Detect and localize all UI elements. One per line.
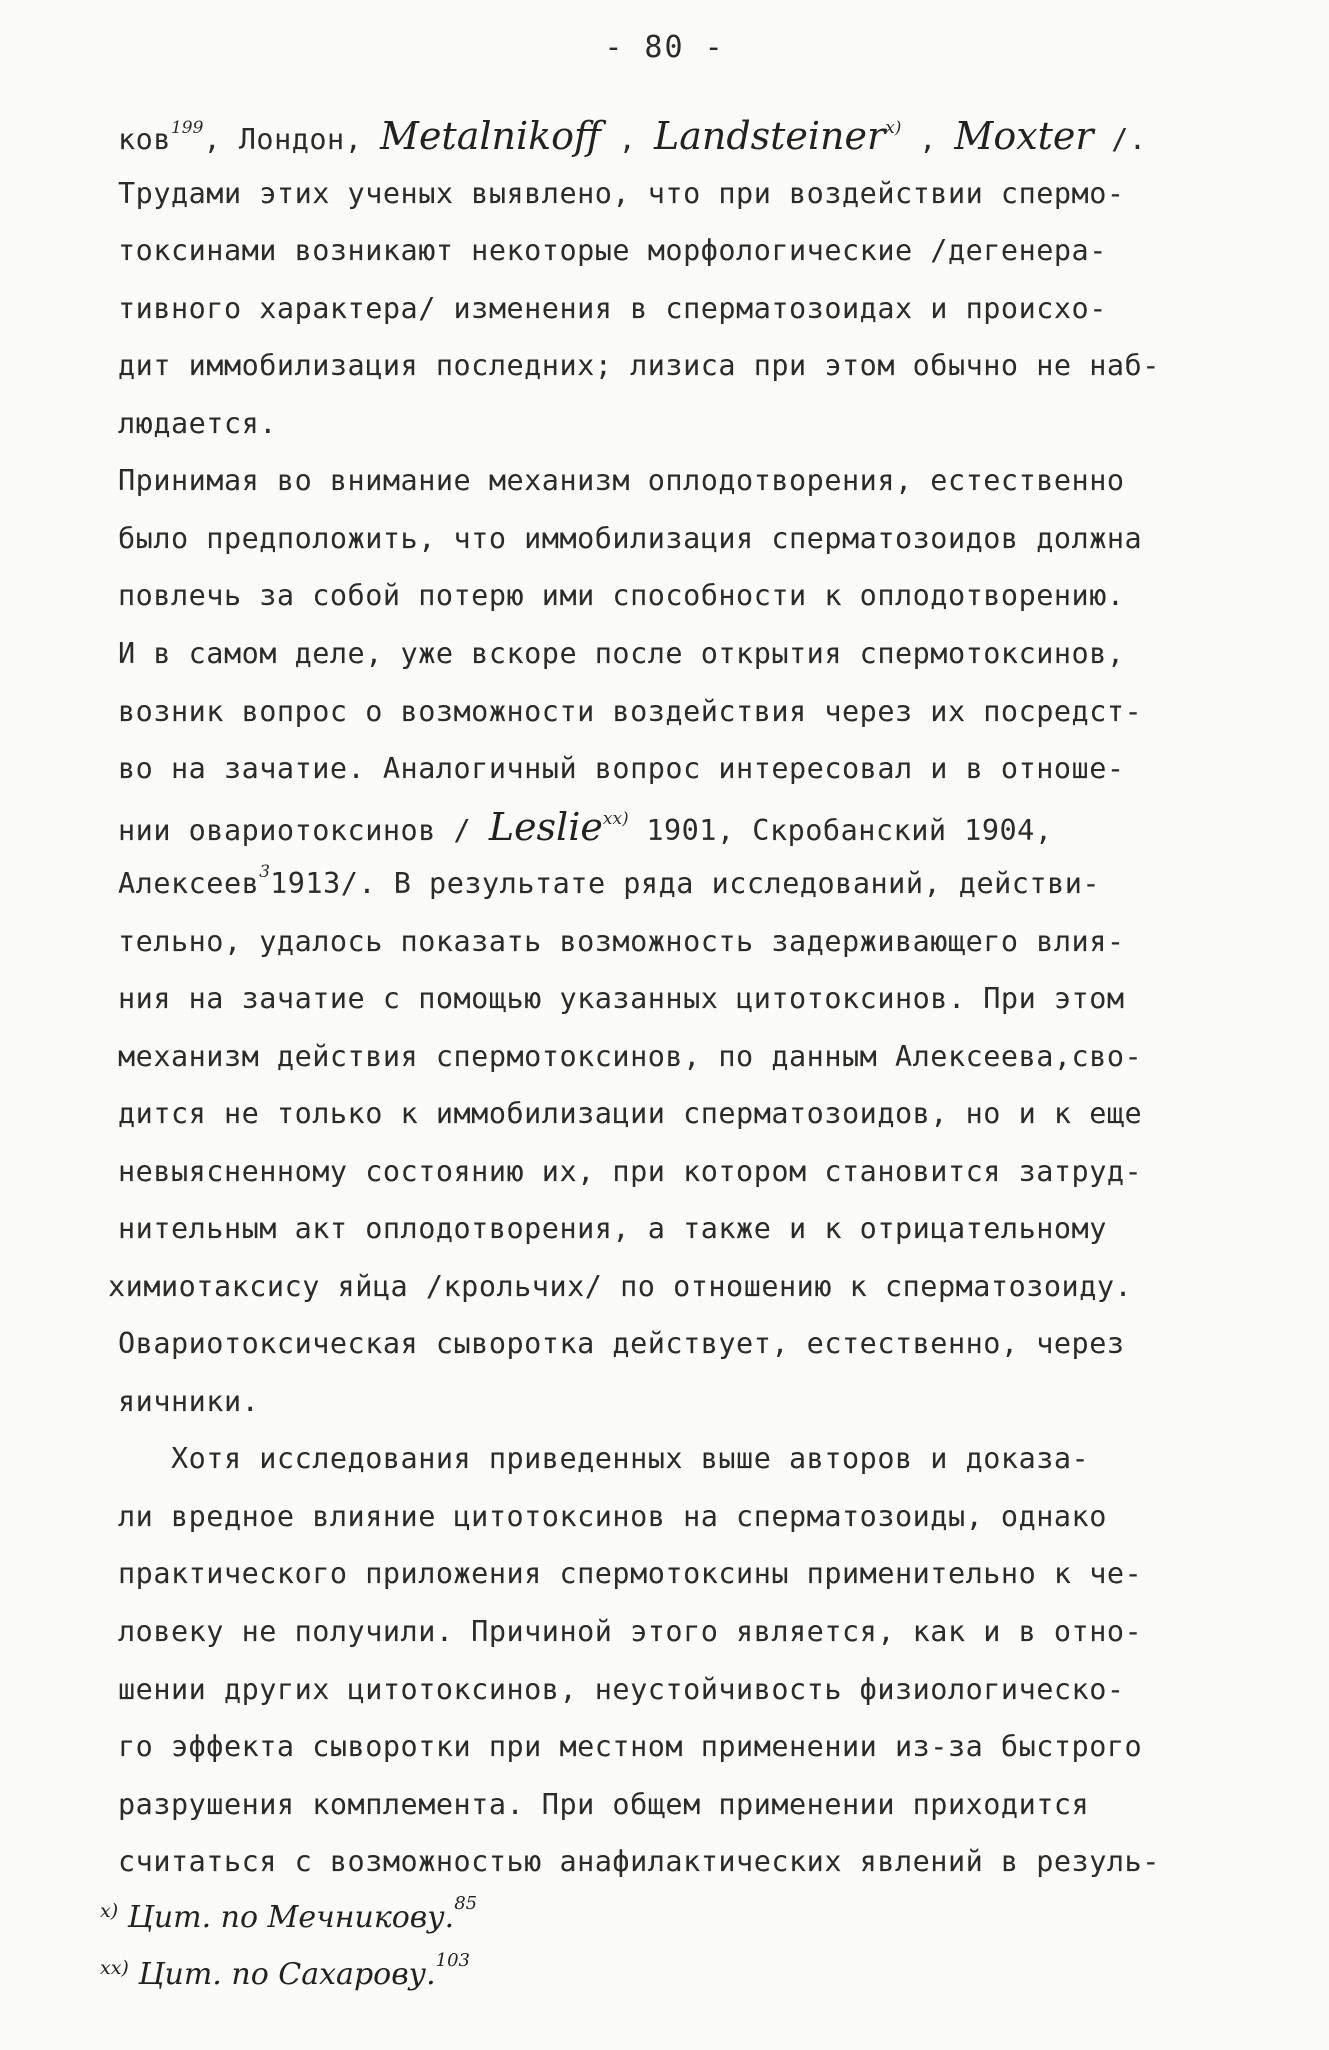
handwritten-name: Moxter [954,114,1094,158]
text-line: го эффекта сыворотки при местном применении из-за быстрого [118,1730,1143,1763]
text-line: механизм действия спермотоксинов, по данным Алексеева,сво- [118,1040,1143,1073]
text-line: ловеку не получили. Причиной этого является, как и в отно- [118,1615,1143,1648]
text-line: И в самом деле, уже вскоре после открытия спермотоксинов, [118,637,1125,670]
text-line: тельно, удалось показать возможность задерживающего влия- [118,925,1125,958]
text-line: ли вредное влияние цитотоксинов на сперматозоиды, однако [118,1500,1107,1533]
text-line: дит иммобилизация последних; лизиса при этом обычно не наб- [118,349,1160,382]
text-line: было предположить, что иммобилизация сперматозоидов должна [118,522,1143,555]
footnote-2: $^{xx)}$ Цит. по Сахарову.$^{103}$ [100,1950,470,1992]
text-line: Трудами этих ученых выявлено, что при воздействии спермо- [118,177,1125,210]
text-line: яичники. [118,1385,260,1418]
text-line: дится не только к иммобилизации сперматозоидов, но и к еще [118,1097,1143,1130]
text-line: токсинами возникают некоторые морфологические /дегенера- [118,234,1107,267]
text-line: Овариотоксическая сыворотка действует, естественно, через [118,1327,1125,1360]
text-line-14: Алексеев$^3$1913/. В результате ряда исследований, действи- [118,862,1101,900]
footnote-1: $^{x)}$ Цит. по Мечникову.$^{85}$ [100,1893,478,1935]
text-line: химиотаксису яйца /крольчих/ по отношению к сперматозоиду. [108,1270,1133,1303]
text-line: Хотя исследования приведенных выше авторов и доказа- [118,1442,1090,1475]
text-line-13: нии овариотоксинов / Leslie$^{xx)}$ 1901, Скробанский 1904, [118,805,1053,849]
text-line: нительным акт оплодотворения, а также и к отрицательному [118,1212,1107,1245]
text-line: невыясненному состоянию их, при котором становится затруд- [118,1155,1143,1188]
text-line: считаться с возможностью анафилактических явлений в резуль- [118,1845,1160,1878]
text-line: разрушения комплемента. При общем применении приходится [118,1788,1090,1821]
page-number: - 80 - [604,30,725,65]
handwritten-name: Landsteiner [653,114,886,158]
text-line: во на зачатие. Аналогичный вопрос интересовал и в отноше- [118,752,1125,785]
text-line-1: ков$^{199}$, Лондон, Metalnikoff , Landsteiner$^{x)}$ , Moxter /. [118,114,1147,158]
text-line: Принимая во внимание механизм оплодотворения, естественно [118,464,1125,497]
handwritten-name: Metalnikoff [380,114,601,158]
text-line: тивного характера/ изменения в сперматозоидах и происхо- [118,292,1107,325]
text-line: ния на зачатие с помощью указанных цитотоксинов. При этом [118,982,1125,1015]
text-line: повлечь за собой потерю ими способности к оплодотворению. [118,579,1125,612]
text-line: шении других цитотоксинов, неустойчивость физиологическо- [118,1673,1125,1706]
handwritten-name: Leslie [488,805,603,849]
text-line: людается. [118,407,277,440]
text-line: возник вопрос о возможности воздействия через их посредст- [118,695,1143,728]
text-line: практического приложения спермотоксины применительно к че- [118,1557,1143,1590]
